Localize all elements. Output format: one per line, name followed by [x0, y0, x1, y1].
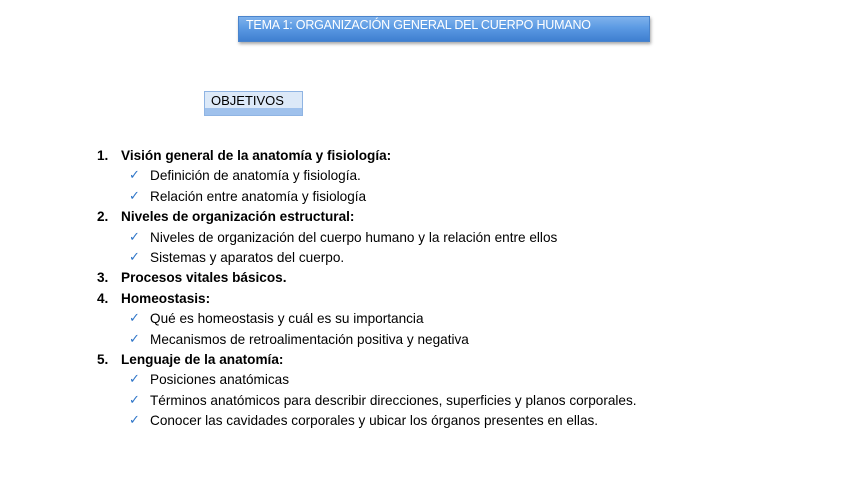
section-heading: [0, 146, 848, 166]
section-number: 2.: [97, 209, 109, 225]
objectives-label: OBJETIVOS: [211, 93, 284, 108]
page-title: TEMA 1: ORGANIZACIÓN GENERAL DEL CUERPO HUMANO: [246, 18, 591, 32]
section-title: Visión general de la anatomía y fisiología:: [121, 148, 392, 163]
checkmark-icon: ✓: [129, 229, 140, 245]
list-item: [0, 166, 848, 186]
section-number: 5.: [97, 351, 109, 367]
list-item: [0, 411, 848, 431]
list-item-text: Qué es homeostasis y cuál es su importancia: [150, 311, 424, 327]
section-title: Procesos vitales básicos.: [121, 270, 287, 286]
list-item-text: Términos anatómicos para describir direcciones, superficies y planos corporales.: [150, 392, 637, 408]
list-item-text: Posiciones anatómicas: [150, 372, 290, 388]
list-item: [0, 228, 848, 248]
section-heading: [0, 350, 848, 370]
list-item-text: Mecanismos de retroalimentación positiva y negativa: [150, 331, 469, 347]
list-item-text: Relación entre anatomía y fisiología: [150, 188, 367, 204]
section-heading: [0, 268, 848, 288]
title-banner: [238, 16, 650, 42]
section-number: 1.: [97, 148, 109, 163]
section-number: 3.: [97, 270, 109, 286]
list-item: [0, 330, 848, 350]
checkmark-icon: ✓: [129, 331, 140, 347]
list-item-text: Niveles de organización del cuerpo humano y la relación entre ellos: [150, 229, 558, 245]
checkmark-icon: ✓: [129, 413, 140, 429]
section-title: Niveles de organización estructural:: [121, 209, 355, 225]
list-item: [0, 187, 848, 207]
checkmark-icon: ✓: [129, 249, 140, 265]
list-item: [0, 309, 848, 329]
list-item: [0, 248, 848, 268]
list-item: [0, 370, 848, 390]
list-item-text: Definición de anatomía y fisiología.: [150, 168, 361, 184]
section-heading: [0, 289, 848, 309]
objectives-outline: [0, 146, 848, 431]
section-number: 4.: [97, 290, 109, 306]
checkmark-icon: ✓: [129, 392, 140, 408]
objectives-box: [204, 91, 303, 116]
checkmark-icon: ✓: [129, 311, 140, 327]
list-item: [0, 391, 848, 411]
checkmark-icon: ✓: [129, 188, 140, 204]
list-item-text: Conocer las cavidades corporales y ubicar los órganos presentes en ellas.: [150, 413, 599, 429]
section-title: Homeostasis:: [121, 290, 211, 306]
checkmark-icon: ✓: [129, 168, 140, 184]
list-item-text: Sistemas y aparatos del cuerpo.: [150, 249, 345, 265]
checkmark-icon: ✓: [129, 372, 140, 388]
section-heading: [0, 207, 848, 227]
section-title: Lenguaje de la anatomía:: [121, 351, 284, 367]
